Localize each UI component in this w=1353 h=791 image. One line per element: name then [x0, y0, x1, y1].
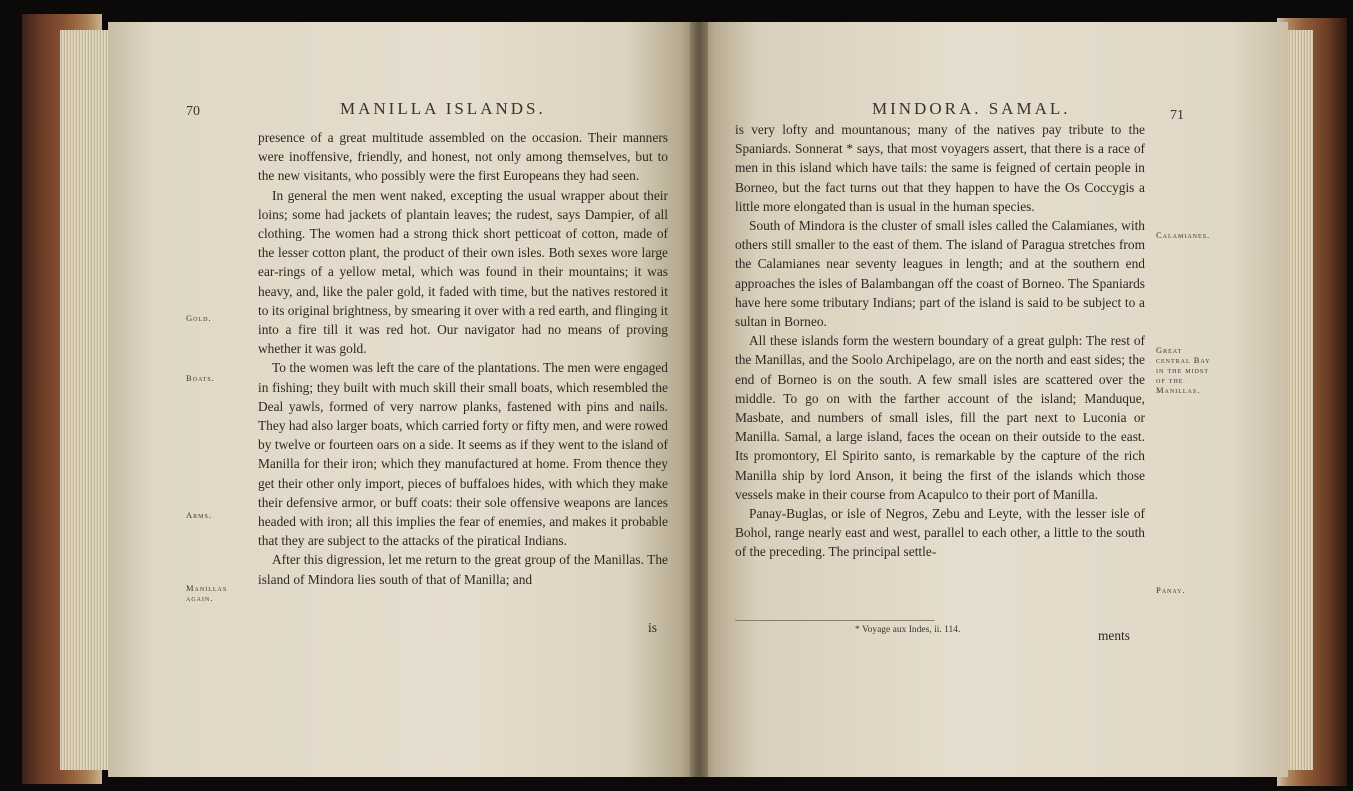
- left-text-block: [258, 128, 668, 589]
- margin-note-manillas: Manillas again.: [186, 583, 228, 603]
- footnote: * Voyage aux Indes, ii. 114.: [855, 625, 961, 635]
- margin-note-boats: Boats.: [186, 373, 215, 383]
- left-paragraph-3: To the women was left the care of the plantations. The men were engaged in fishing; they built with much skill their small boats, which resembled the Deal yawls, formed of very narrow planks, fastened with pins and nails. They had also larger boats, which carried forty or fifty men, and were rowed by twelve or fourteen oars on a side. It seems as if they went to the island of Manilla for their iron; which they manufactured at home. From thence they get their other only import, pieces of buffaloes hides, with which they make their defensive armor, or buff coats: their sole offensive weapons are lances headed with iron; all this implies the fear of enemies, and makes it probable that they are subject to the attacks of the piratical Indians.: [258, 360, 668, 549]
- margin-note-great-central-bay: Great central Bay in the midst of the Manillas.: [1156, 345, 1211, 395]
- footnote-rule: [735, 620, 935, 621]
- left-page-number: 70: [186, 104, 200, 119]
- right-paragraph-3: All these islands form the western boundary of a great gulph: The rest of the Manillas, and the Soolo Archipelago, are on the north and east sides; the end of Borneo is on the south. A few small isles are scattered over the middle. To go on with the farther account of the island; Manduque, Masbate, and numbers of small isles, fill the part next to Luconia or Manilla. Samal, a large island, faces the ocean on their outside to the east. Its promontory, El Spirito santo, is remarkable by the capture of the rich Manilla ship by lord Anson, it being the first of the islands which those vessels make in their course from Acapulco to their port of Manilla.: [735, 333, 1145, 502]
- left-paragraph-1: presence of a great multitude assembled on the occasion. Their manners were inoffensive, friendly, and honest, not only among themselves, but to the new visitants, who possibly were the first Europeans they had seen.: [258, 130, 668, 184]
- left-paragraph-2: In general the men went naked, excepting the usual wrapper about their loins; some had jackets of plantain leaves; the rudest, says Dampier, of all clothing. The women had a strong thick short petticoat of cotton, made of the lesser cotton plant, the product of their own isles. Both sexes wore large ear-rings of a yellow metal, which was found in their mountains; it was heavy, and, like the paler gold, it faded with time, but the natives restored it to its original brightness, by smearing it over with a red earth, and flinging it into a fire till it was red hot. Our navigator had no means of proving whether it was gold.: [258, 187, 668, 357]
- book-gutter: [690, 22, 708, 777]
- right-text-block: [735, 120, 1145, 562]
- right-paragraph-2: South of Mindora is the cluster of small isles called the Calamianes, with others still smaller to the east of them. The island of Paragua stretches from the Calamianes near seventy leagues in length; and at the southern end approaches the isles of Balambangan off the coast of Borneo. The Spaniards have here some tributary Indians; part of the island is said to be subject to a sultan in Borneo.: [735, 218, 1145, 330]
- right-page-number: 71: [1170, 108, 1184, 123]
- margin-note-panay: Panay.: [1156, 585, 1186, 595]
- right-paragraph-4: Panay-Buglas, or isle of Negros, Zebu and Leyte, with the lesser isle of Bohol, range nearly east and west, parallel to each other, a little to the south of the preceding. The principal settle-: [735, 506, 1145, 560]
- right-paragraph-1: is very lofty and mountanous; many of the natives pay tribute to the Spaniards. Sonnerat * says, that most voyagers assert, that there is a race of men in this island which have tails: the same is feigned of certain people in Borneo, but the fact turns out that they happen to have the Os Coccygis a little more elongated than is usual in the human species.: [735, 122, 1145, 214]
- right-running-head: MINDORA. SAMAL.: [872, 99, 1071, 118]
- margin-note-arms: Arms.: [186, 510, 212, 520]
- left-catchword: is: [648, 620, 657, 635]
- left-paragraph-4: After this digression, let me return to the great group of the Manillas. The island of Mindora lies south of that of Manilla; and: [258, 552, 668, 587]
- right-catchword: ments: [1098, 628, 1130, 643]
- left-running-head: MANILLA ISLANDS.: [340, 99, 546, 118]
- margin-note-gold: Gold.: [186, 313, 212, 323]
- margin-note-calamianes: Calamianes.: [1156, 230, 1211, 240]
